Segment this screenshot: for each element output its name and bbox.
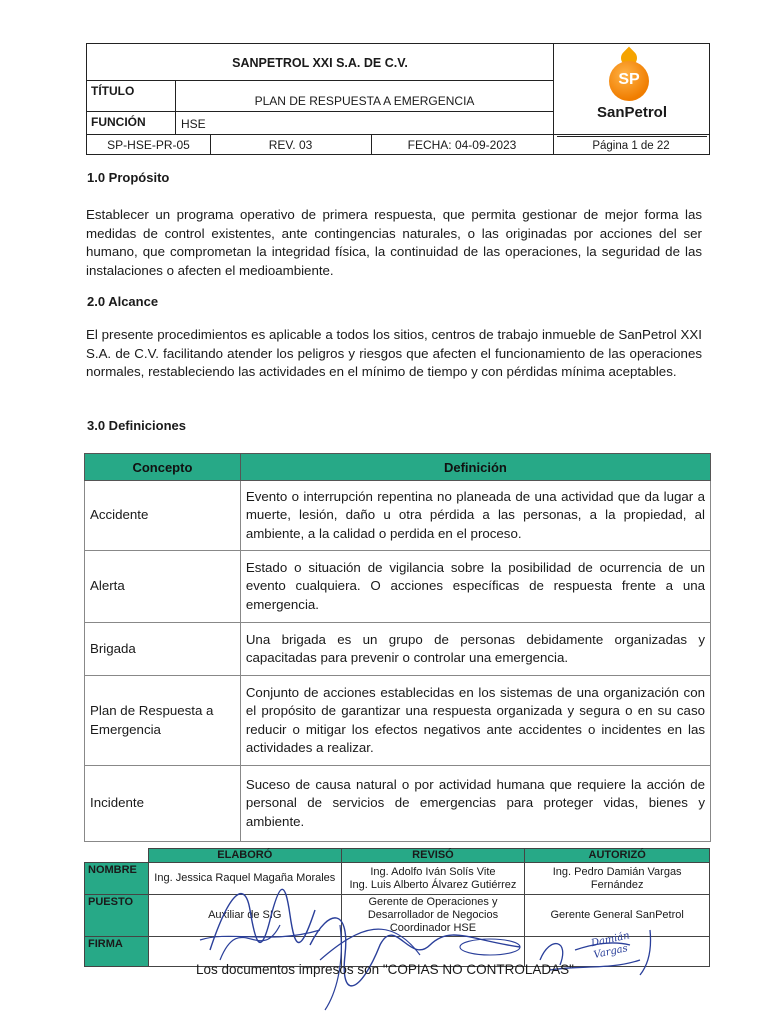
logo-initials: SP	[618, 71, 640, 88]
definition-cell: Evento o interrupción repentina no planeada de una actividad que da lugar a muerte, lesión, daño u otra pérdida a las personas, a la propiedad, al ambiente, a la calidad o perdida en el proceso.	[240, 481, 710, 551]
table-row	[85, 766, 711, 842]
function-value: HSE	[181, 117, 206, 131]
definition-cell: Conjunto de acciones establecidas en los sistemas de una organización con el propósito de garantizar una respuesta organizada y segura o en su caso reducir o mitigar los efectos negativos ante accidentes o incidentes en las actividades a realizar.	[240, 676, 710, 766]
title-label: TÍTULO	[91, 84, 135, 98]
column-header-autorizo: AUTORIZÓ	[525, 849, 710, 863]
concept-cell: Plan de Respuesta a Emergencia	[85, 676, 241, 766]
table-row	[85, 481, 711, 551]
section-text-proposito: Establecer un programa operativo de primera respuesta, que permita gestionar de mejor forma las medidas de control existentes, ante contingencias naturales, o las originadas por acciones del ser humano, que comprometan la integridad física, la continuidad de las operaciones, la seguridad de las instalaciones o afecten el medioambiente.	[86, 207, 702, 278]
revision: REV. 03	[268, 138, 313, 152]
handwritten-note: Damián Vargas	[590, 930, 631, 961]
reviso-positions	[341, 895, 525, 937]
section-heading-alcance: 2.0 Alcance	[87, 294, 159, 309]
table-row	[85, 676, 711, 766]
autorizo-position: Gerente General SanPetrol	[525, 895, 710, 937]
document-title: PLAN DE RESPUESTA A EMERGENCIA	[254, 94, 475, 108]
definitions-table	[84, 453, 711, 842]
concept-cell: Brigada	[85, 623, 241, 676]
page-number: Página 1 de 22	[592, 140, 670, 152]
reviso-position-2: Desarrollador de Negocios	[367, 909, 499, 921]
definition-cell: Estado o situación de vigilancia sobre la posibilidad de ocurrencia de un evento cualquiera. O acciones específicas de respuesta frente a una emergencia.	[240, 551, 710, 623]
concept-cell: Alerta	[85, 551, 241, 623]
row-label-firma: FIRMA	[85, 937, 149, 967]
section-heading-definiciones: 3.0 Definiciones	[87, 418, 186, 433]
row-label-puesto: PUESTO	[85, 895, 149, 937]
row-label-nombre: NOMBRE	[85, 863, 149, 895]
table-row	[85, 623, 711, 676]
document-date: FECHA: 04-09-2023	[407, 138, 517, 152]
reviso-name-2: Ing. Luis Alberto Álvarez Gutiérrez	[349, 878, 517, 891]
logo-wordmark: SanPetrol	[596, 104, 668, 121]
column-header-concepto: Concepto	[85, 454, 241, 481]
column-header-reviso: REVISÓ	[341, 849, 525, 863]
reviso-names	[341, 863, 525, 895]
table-row	[85, 551, 711, 623]
company-name: SANPETROL XXI S.A. DE C.V.	[232, 56, 408, 70]
autorizo-name: Ing. Pedro Damián Vargas Fernández	[525, 863, 710, 895]
section-text-alcance: El presente procedimientos es aplicable a todos los sitios, centros de trabajo inmueble de SanPetrol XXI S.A. de C.V. facilitando atender los peligros y riesgos que afecten el funcionamiento de las operaciones normales, restableciendo las actividades en el mínimo de tiempo y con pérdidas mínima aceptables.	[86, 327, 702, 379]
elaboro-name: Ing. Jessica Raquel Magaña Morales	[148, 863, 341, 895]
function-label: FUNCIÓN	[91, 115, 146, 129]
elaboro-position: Auxiliar de SIG	[148, 895, 341, 937]
uncontrolled-copy-notice: Los documentos impresos son "COPIAS NO CONTROLADAS"	[196, 962, 574, 977]
definition-cell: Una brigada es un grupo de personas debidamente organizadas y capacitadas para prevenir o controlar una emergencia.	[240, 623, 710, 676]
concept-cell: Accidente	[85, 481, 241, 551]
concept-cell: Incidente	[85, 766, 241, 842]
reviso-position-3: Coordinador HSE	[389, 922, 477, 934]
document-header	[86, 43, 710, 155]
definition-cell: Suceso de causa natural o por actividad humana que requiere la acción de personal de servicios de emergencias para proteger vidas, bienes y ambiente.	[240, 766, 710, 842]
column-header-elaboro: ELABORÓ	[148, 849, 341, 863]
section-heading-proposito: 1.0 Propósito	[87, 170, 170, 185]
reviso-name-1: Ing. Adolfo Iván Solís Vite	[370, 865, 496, 878]
reviso-position-1: Gerente de Operaciones y	[368, 896, 498, 908]
column-header-definicion: Definición	[240, 454, 710, 481]
document-code: SP-HSE-PR-05	[107, 138, 190, 152]
